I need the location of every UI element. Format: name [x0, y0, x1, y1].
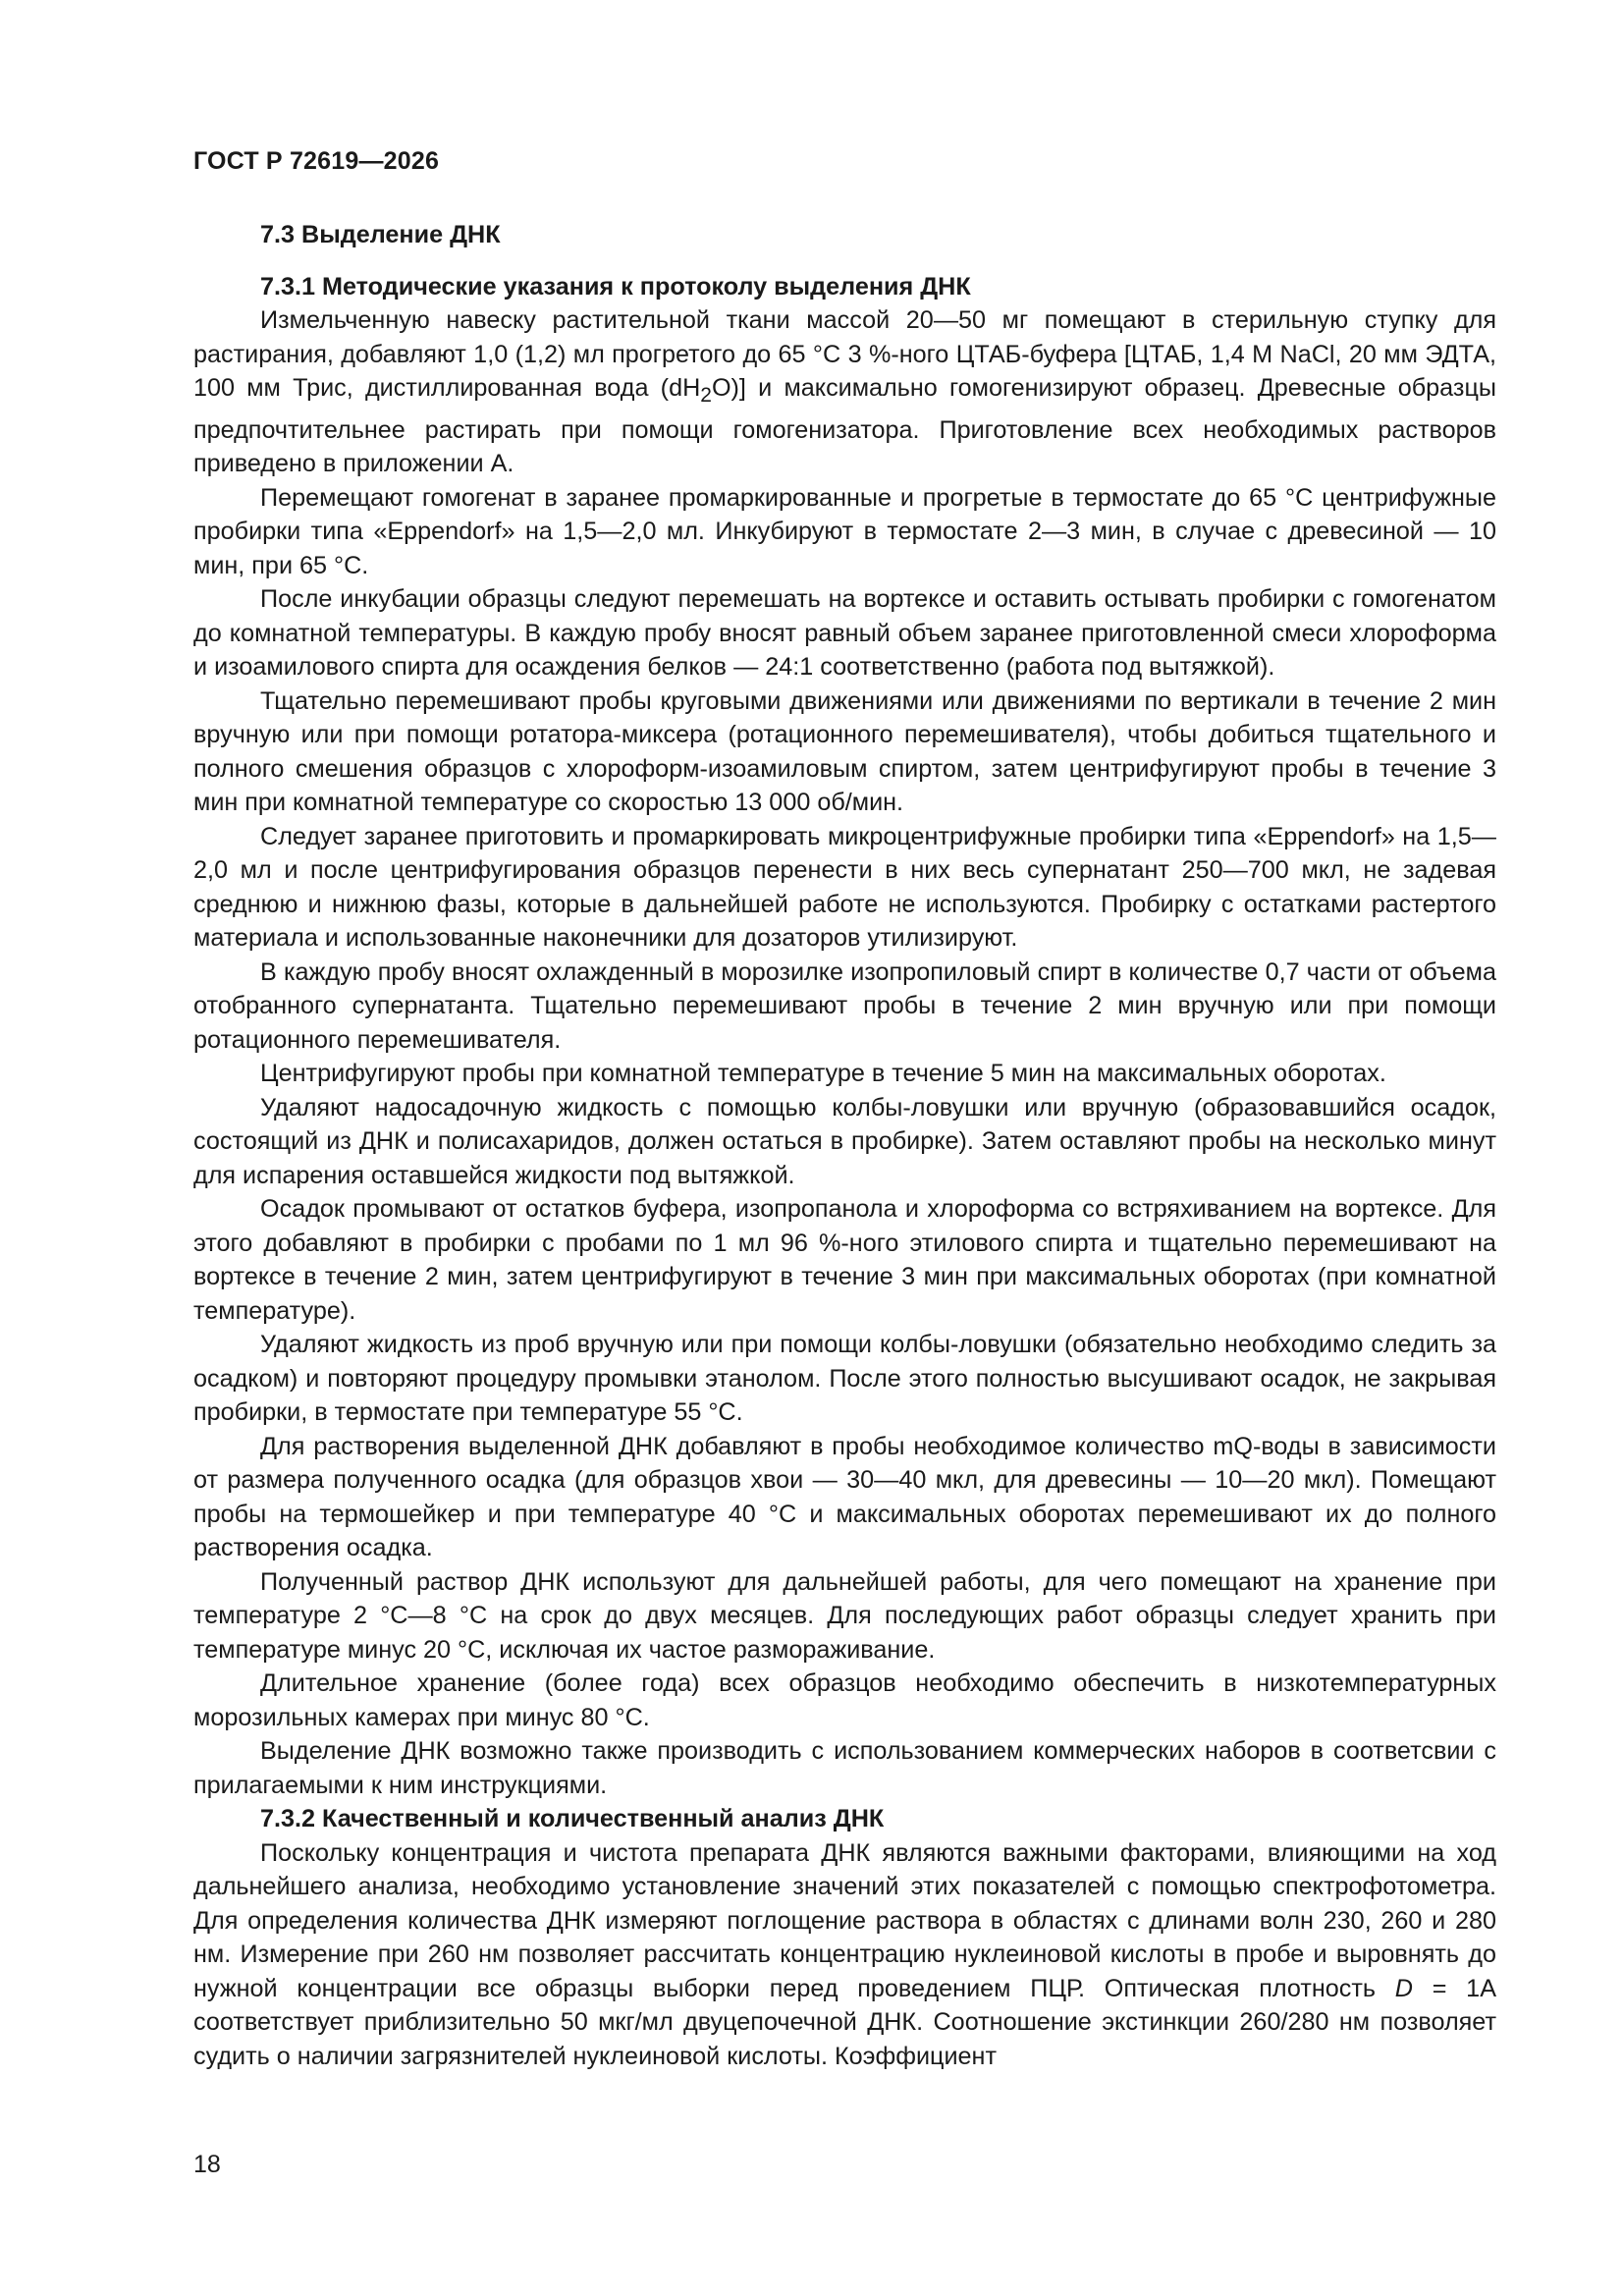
page-number: 18 [193, 2151, 221, 2178]
section-heading-7-3: 7.3 Выделение ДНК [260, 221, 501, 248]
paragraph [193, 1836, 1496, 2074]
paragraph-text: = 1А соответствует приблизительно 50 мкг/мл двуцепочечной ДНК. Соотношение экстинкции 260/280 нм позволяет судить о наличии загрязнителей нуклеиновой кислоты. Коэффициент [193, 1974, 1496, 2070]
paragraph: Следует заранее приготовить и промаркировать микроцентрифужные пробирки типа «Eppendorf» на 1,5—2,0 мл и после центрифугирования образцов перенести в них весь супернатант 250—700 мкл, не задевая среднюю и нижнюю фазы, которые в дальнейшей работе не используются. Пробирку с остатками растертого материала и использованные наконечники для дозаторов утилизируют. [193, 822, 1496, 953]
paragraph: В каждую пробу вносят охлажденный в морозилке изопропиловый спирт в количестве 0,7 части от объема отобранного супернатанта. Тщательно перемешивают пробы в течение 2 мин вручную или при помощи ротационного перемешивателя. [193, 957, 1496, 1054]
paragraph: Тщательно перемешивают пробы круговыми движениями или движениями по вертикали в течение 2 мин вручную или при помощи ротатора-миксера (ротационного перемешивателя), чтобы добиться тщательного и полного смешения образцов с хлороформ-изоамиловым спиртом, затем центрифугируют пробы в течение 3 мин при комнатной температуре со скоростью 13 000 об/мин. [193, 686, 1496, 817]
paragraph: Полученный раствор ДНК используют для дальнейшей работы, для чего помещают на хранение при температуре 2 °C—8 °C на срок до двух месяцев. Для последующих работ образцы следует хранить при температуре минус 20 °C, исключая их частое размораживание. [193, 1567, 1496, 1664]
paragraph [193, 303, 1496, 481]
paragraph: Осадок промывают от остатков буфера, изопропанола и хлороформа со встряхиванием на вортексе. Для этого добавляют в пробирки с пробами по 1 мл 96 %-ного этилового спирта и тщательно перемешивают на вортексе в течение 2 мин, затем центрифугируют в течение 3 мин при максимальных оборотах (при комнатной температуре). [193, 1195, 1496, 1325]
paragraph: Перемещают гомогенат в заранее промаркированные и прогретые в термостате до 65 °C центрифужные пробирки типа «Eppendorf» на 1,5—2,0 мл. Инкубируют в термостате 2—3 мин, в случае с древесиной — 10 мин, при 65 °C. [193, 483, 1496, 579]
document-header: ГОСТ Р 72619—2026 [193, 147, 440, 175]
document-body [193, 218, 1496, 2073]
paragraph: Удаляют надосадочную жидкость с помощью колбы-ловушки или вручную (образовавшийся осадок, состоящий из ДНК и полисахаридов, должен остаться в пробирке). Затем оставляют пробы на несколько минут для испарения оставшейся жидкости под вытяжкой. [193, 1093, 1496, 1189]
paragraph-text: Измельченную навеску растительной ткани массой 20—50 мг помещают в стерильную ступку для растирания, добавляют 1,0 (1,2) мл прогретого до 65 °C 3 %-ного ЦТАБ-буфера [ЦТАБ, 1,4 М NaCl, 20 мм ЭДТА, 100 мм Трис, дистиллированная вода (dH [193, 306, 1496, 402]
subsection-heading-7-3-2: 7.3.2 Качественный и количественный анализ ДНК [260, 1805, 885, 1833]
paragraph: Выделение ДНК возможно также производить с использованием коммерческих наборов в соответсвии с прилагаемыми к ним инструкциями. [193, 1737, 1496, 1799]
paragraph-text: O)] и максимально гомогенизируют образец. Древесные образцы предпочтительнее растирать при помощи гомогенизатора. Приготовление всех необходимых растворов приведено в приложении А. [193, 374, 1496, 478]
paragraph: Для растворения выделенной ДНК добавляют в пробы необходимое количество mQ-воды в зависимости от размера полученного осадка (для образцов хвои — 30—40 мкл, для древесины — 10—20 мкл). Помещают пробы на термошейкер и при температуре 40 °C и максимальных оборотах перемешивают их до полного растворения осадка. [193, 1432, 1496, 1562]
subsection-heading-7-3-1: 7.3.1 Методические указания к протоколу выделения ДНК [260, 272, 971, 301]
subscript: 2 [700, 384, 712, 408]
variable-symbol: D [1394, 1974, 1413, 2002]
paragraph-text: Поскольку концентрация и чистота препарата ДНК являются важными факторами, влияющими на ход дальнейшего анализа, необходимо установление значений этих показателей с помощью спектрофотометра. Для определения количества ДНК измеряют поглощение раствора в областях с длинами волн 230, 260 и 280 нм. Измерение при 260 нм позволяет рассчитать концентрацию нуклеиновой кислоты в пробе и выровнять до нужной концентрации все образцы выборки перед проведением ПЦР. Оптическая плотность [193, 1838, 1496, 2002]
paragraph: Центрифугируют пробы при комнатной температуре в течение 5 мин на максимальных оборотах. [260, 1060, 1386, 1088]
paragraph: Длительное хранение (более года) всех образцов необходимо обеспечить в низкотемпературных морозильных камерах при минус 80 °C. [193, 1669, 1496, 1731]
paragraph: Удаляют жидкость из проб вручную или при помощи колбы-ловушки (обязательно необходимо следить за осадком) и повторяют процедуру промывки этанолом. После этого полностью высушивают осадок, не закрывая пробирки, в термостате при температуре 55 °C. [193, 1331, 1496, 1427]
paragraph: После инкубации образцы следуют перемешать на вортексе и оставить остывать пробирки с гомогенатом до комнатной температуры. В каждую пробу вносят равный объем заранее приготовленной смеси хлороформа и изоамилового спирта для осаждения белков — 24:1 соответственно (работа под вытяжкой). [193, 585, 1496, 682]
